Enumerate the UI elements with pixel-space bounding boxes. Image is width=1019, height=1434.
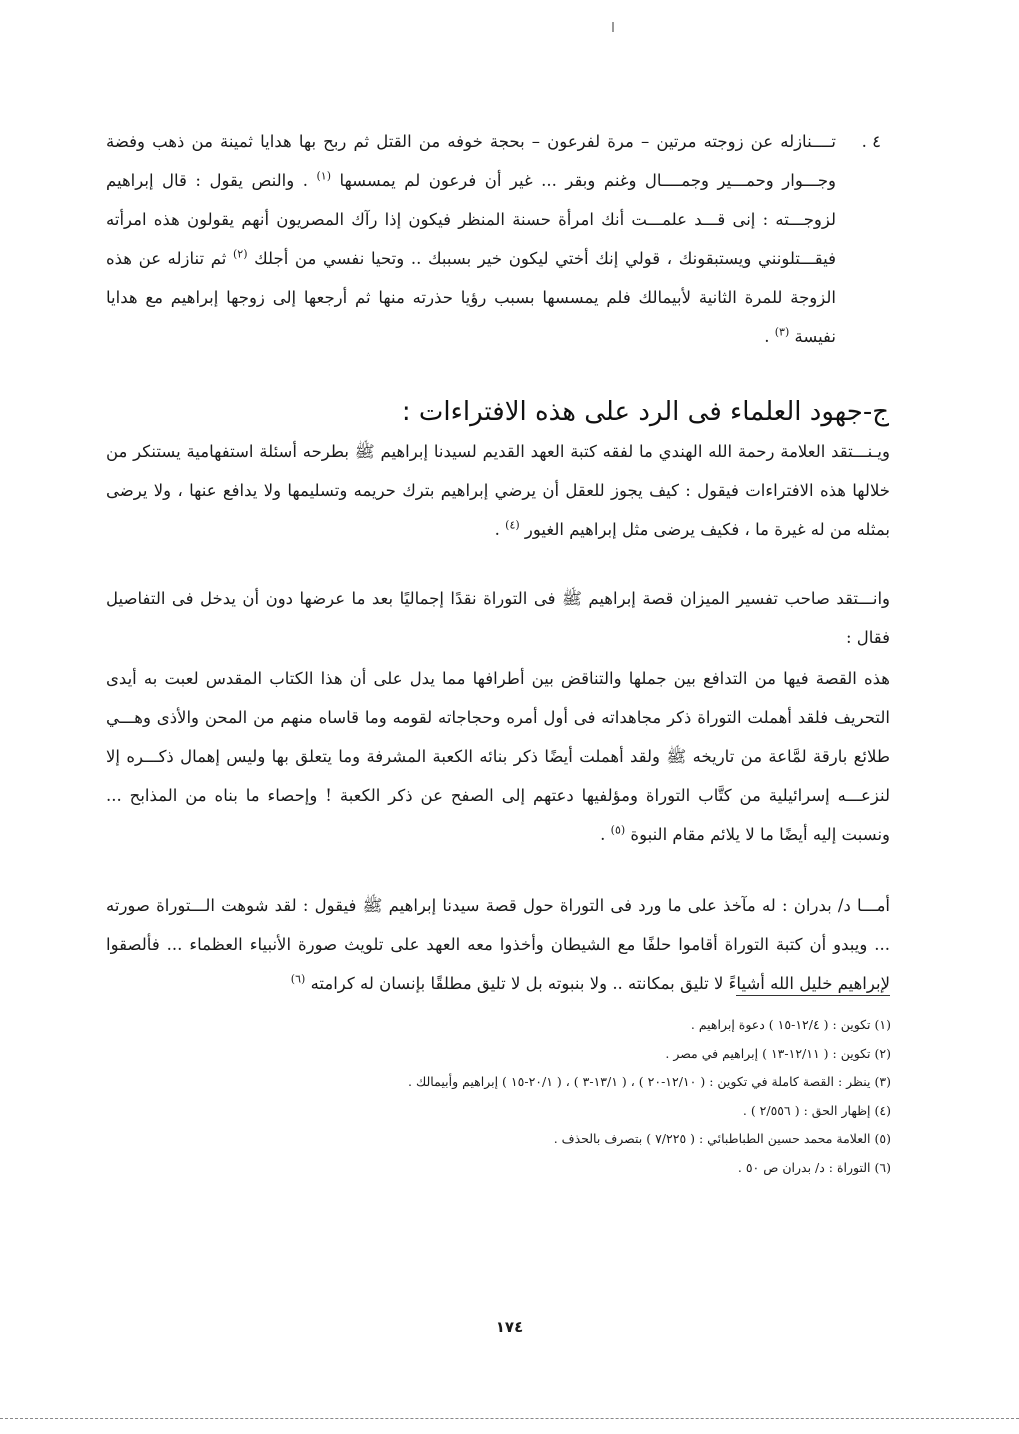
- paragraph-text: هذه القصة فيها من التدافع بين جملها والتناقض بين أطرافها مما يدل على أن هذا الكتاب المقدس لعبت به أيدى التحريف فلقد أهملت التوراة ذكر مجاهداته فى أول أمره وحجاجاته لقومه وما قاساه منهم من المحن والأذى وهـــي طلائع بارقة لمَّاعة من تاريخه ﷺ ولقد أهملت أيضًا ذكر بنائه الكعبة المشرفة وما يتعلق بها وليس إهمال ذكـــره إلا لنزعـــه إسرائيلية من كتَّاب التوراة ومؤلفيها دعتهم إلى الصفح عن ذكر الكعبة ! وإحصاء ما بناه من المذابح ... ونسبت إليه أيضًا ما لا يلائم مقام النبوة: [106, 669, 890, 844]
- footnote-divider: [736, 995, 890, 996]
- footnote-ref: (١): [316, 169, 331, 183]
- footnote-ref: (٤): [505, 518, 520, 532]
- list-item-end: .: [764, 327, 770, 346]
- footnote-item: (٦) التوراة : د/ بدران ص ٥٠ .: [737, 1159, 891, 1175]
- list-item-text: ثم تنازله عن هذه الزوجة للمرة الثانية لأبيمالك فلم يمسسها بسبب رؤيا حذرته منها ثم أرجعها إلى زوجها إبراهيم مع هدايا نفيسة: [106, 249, 836, 346]
- paragraph-4: [106, 886, 890, 1003]
- footnote-ref: (٢): [232, 247, 248, 261]
- section-heading: ج-جهود العلماء فى الرد على هذه الافتراءات :: [401, 397, 889, 427]
- paragraph-end: .: [494, 520, 500, 539]
- footnote-item: (١) تكوين : ( ١٢/٤-١٥ ) دعوة إبراهيم .: [690, 1017, 891, 1032]
- paragraph-3: [106, 659, 890, 854]
- paragraph-1: [106, 432, 890, 549]
- scan-edge-line: [0, 1418, 1019, 1419]
- footnote-item: (٣) ينظر : القصة كاملة في تكوين : ( ١٢/١٠-٢٠ ) ، ( ١٣/١-٣ ) ، ( ٢٠/١-١٥ ) إبراهيم وأبيمالك .: [408, 1074, 891, 1089]
- list-item-text: تــــنازله عن زوجته مرتين – مرة لفرعون – بحجة خوفه من القتل ثم ربح بها هدايا ثمينة من ذهب وفضة وجـــوار وحمـــير وجمــــال وغنم وبقر ... غير أن فرعون لم يمسسها: [106, 132, 837, 190]
- list-item-number: ٤ .: [861, 132, 881, 151]
- footnote-item: (٤) إظهار الحق : ( ٢/٥٥٦ ) .: [742, 1102, 891, 1118]
- footnote-ref: (٣): [774, 325, 790, 339]
- scan-mark: [612, 22, 614, 32]
- footnote-ref: (٥): [610, 823, 626, 837]
- paragraph-text: ويـنـــتقد العلامة رحمة الله الهندي ما لفقه كتبة العهد القديم لسيدنا إبراهيم ﷺ بطرحه أسئلة استفهامية يستنكر من خلالها هذه الافتراءات فيقول : كيف يجوز للعقل أن يرضي إبراهيم بترك حريمه وتسليمها ولا يدافع عنها ، ولا يرضى بمثله من له غيرة ما ، فكيف يرضى مثل إبراهيم الغيور: [106, 442, 890, 539]
- paragraph-text: وانـــتقد صاحب تفسير الميزان قصة إبراهيم ﷺ فى التوراة نقدًا إجماليًا بعد ما عرضها دون أن يدخل فى التفاصيل فقال :: [106, 589, 890, 647]
- page-number: ١٧٤: [495, 1318, 524, 1336]
- list-item-text: . والنص يقول : قال إبراهيم لزوجـــته : إنى قـــد علمـــت أنك امرأة حسنة المنظر فيكون إذا رآك المصريون أنهم يقولون هذه امرأته فيقـــتلونني ويستبقونك ، قولي إنك أختي ليكون خير بسببك .. وتحيا نفسي من أجلك: [106, 171, 837, 268]
- list-item-4: [106, 122, 836, 356]
- paragraph-end: .: [600, 825, 606, 844]
- footnote-item: (٢) تكوين : ( ١٢/١١-١٣ ) إبراهيم في مصر .: [665, 1045, 891, 1061]
- footnote-item: (٥) العلامة محمد حسين الطباطبائي : ( ٧/٢٢٥ ) بتصرف بالحذف .: [553, 1131, 891, 1146]
- footnotes: [101, 1011, 891, 1182]
- paragraph-text: أمـــا د/ بدران : له مآخذ على ما ورد فى التوراة حول قصة سيدنا إبراهيم ﷺ فيقول : لقد شوهت الـــتوراة صورته ... ويبدو أن كتبة التوراة أقاموا حلفًا مع الشيطان وأخذوا معه العهد على تلويث صورة الأنبياء العظماء ... فألصقوا لإبراهيم خليل الله أشياءً لا تليق بمكانته .. ولا بنبوته بل لا تليق مطلقًا بإنسان له كرامته: [106, 896, 890, 993]
- paragraph-2: [106, 579, 890, 657]
- footnote-ref: (٦): [290, 972, 306, 986]
